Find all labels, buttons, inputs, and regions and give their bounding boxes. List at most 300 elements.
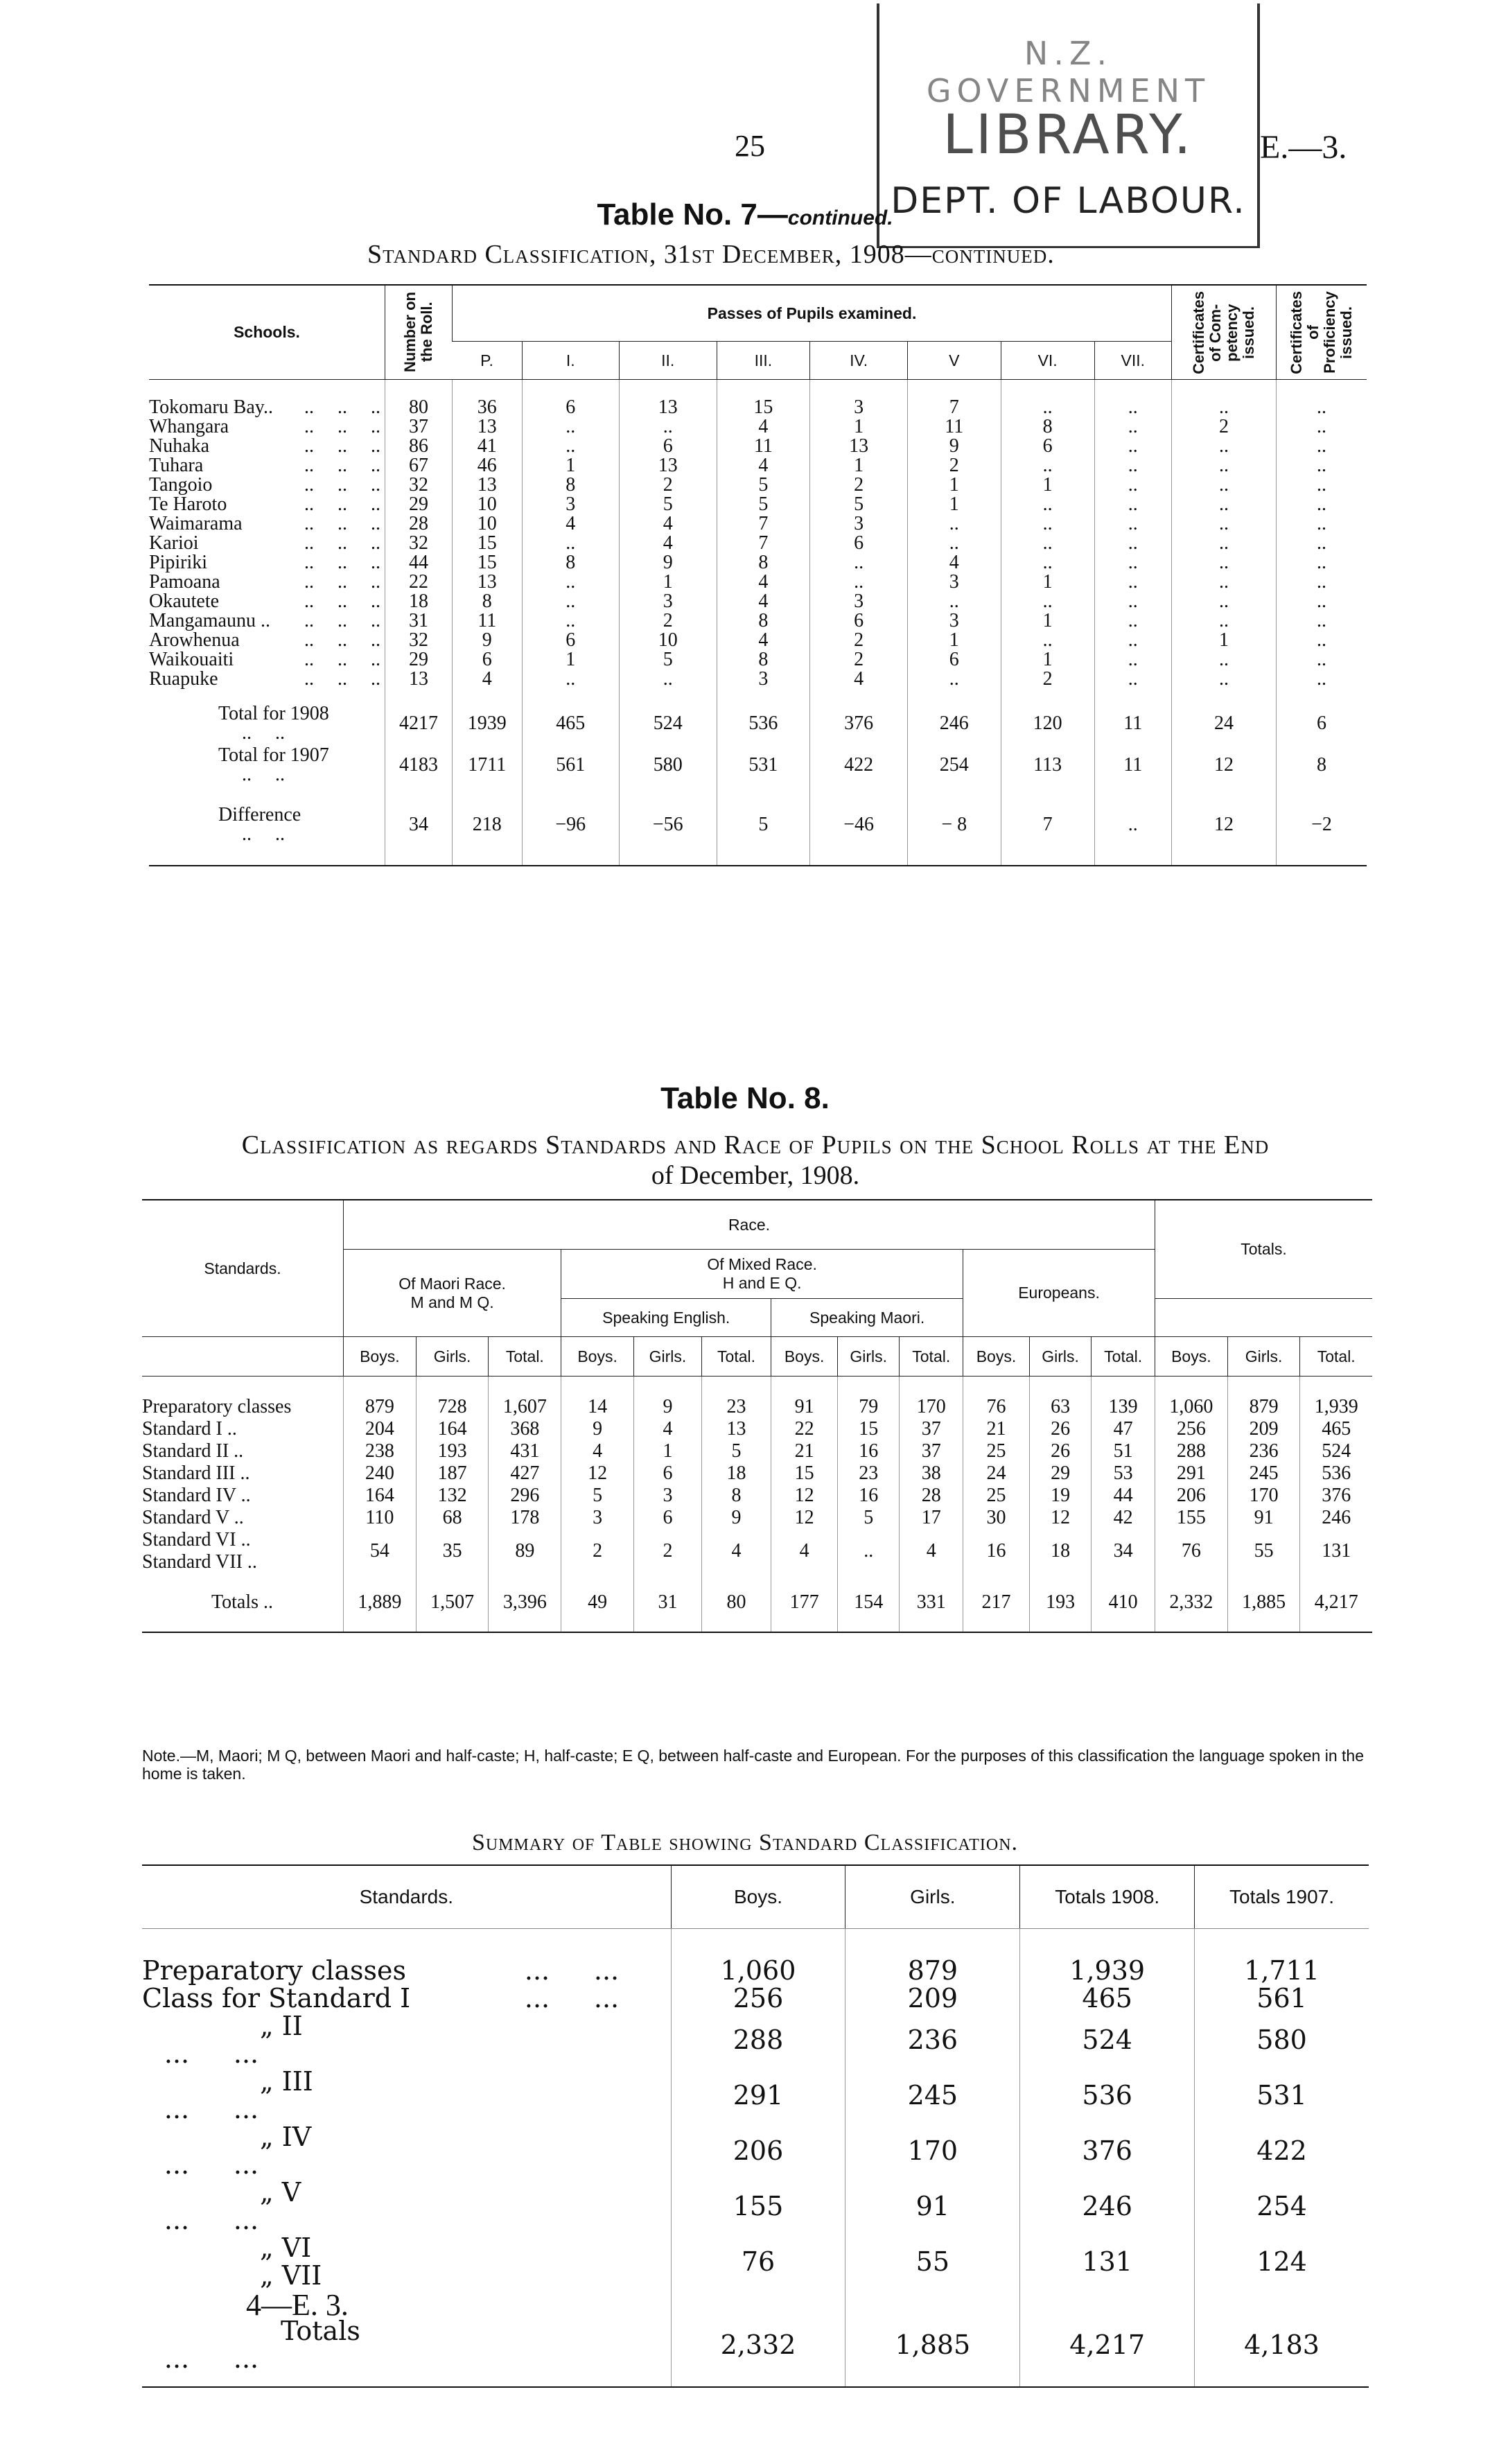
value-cell: .. xyxy=(1277,553,1367,573)
value-cell: 25 xyxy=(963,1485,1030,1507)
value-cell: 217 xyxy=(963,1573,1030,1632)
value-cell: 879 xyxy=(1227,1377,1300,1419)
school-row xyxy=(149,475,1367,495)
value-cell: .. xyxy=(907,592,1001,611)
standard-label: Standard I .. xyxy=(142,1418,237,1440)
value-cell: 80 xyxy=(701,1573,771,1632)
value-cell: 256 xyxy=(671,1984,845,2012)
value-cell: 9 xyxy=(453,631,523,650)
value-cell: .. xyxy=(1001,514,1094,534)
summary-row xyxy=(142,2012,1369,2068)
value-cell: .. xyxy=(810,553,908,573)
col-header-total: Total. xyxy=(900,1337,963,1377)
school-row xyxy=(149,611,1367,631)
leader-dots: .. xyxy=(242,764,252,785)
school-name: Mangamaunu .. xyxy=(149,610,270,631)
table7-title: Table No. 7—continued. xyxy=(597,198,893,231)
summary-label: Class for Standard I xyxy=(142,1983,411,2013)
value-cell: 12 xyxy=(1029,1507,1091,1529)
value-cell: .. xyxy=(1172,553,1277,573)
value-cell: 5 xyxy=(620,650,717,670)
value-cell: 11 xyxy=(907,417,1001,437)
value-cell: 238 xyxy=(344,1440,417,1462)
col-header-total: Total. xyxy=(1092,1337,1155,1377)
value-cell: 22 xyxy=(385,573,453,592)
school-name: Karioi xyxy=(149,532,199,554)
value-cell: .. xyxy=(1094,475,1171,495)
value-cell: 209 xyxy=(1227,1418,1300,1440)
value-cell: 245 xyxy=(845,2068,1020,2123)
value-cell: 67 xyxy=(385,456,453,475)
value-cell: 1,939 xyxy=(1300,1377,1372,1419)
value-cell: 8 xyxy=(453,592,523,611)
leader-dots: .. xyxy=(304,396,314,418)
summary-label-cell xyxy=(142,2123,671,2178)
value-cell: 531 xyxy=(1195,2068,1369,2123)
value-cell: 6 xyxy=(1277,689,1367,743)
standard-row xyxy=(142,1507,1372,1529)
value-cell: 3,396 xyxy=(489,1573,561,1632)
school-name-cell xyxy=(149,650,385,670)
value-cell: 29 xyxy=(385,650,453,670)
value-cell: .. xyxy=(1172,437,1277,456)
race-header: Race. xyxy=(344,1200,1155,1250)
value-cell: 1 xyxy=(634,1440,702,1462)
schools-header: Schools. xyxy=(149,285,385,380)
value-cell: .. xyxy=(1277,611,1367,631)
value-cell: 86 xyxy=(385,437,453,456)
leader-dots: ... xyxy=(593,1983,620,2013)
value-cell: 4 xyxy=(771,1529,838,1573)
value-cell: 1,060 xyxy=(671,1929,845,1985)
leader-dots: ... xyxy=(233,2149,259,2180)
leader-dots: .. xyxy=(338,396,347,418)
value-cell: 53 xyxy=(1092,1462,1155,1485)
school-name-cell xyxy=(149,611,385,631)
value-cell: .. xyxy=(1277,475,1367,495)
value-cell: 254 xyxy=(1195,2178,1369,2234)
summary-label: „ VI xyxy=(260,2233,312,2263)
speaking-maori-header: Speaking Maori. xyxy=(771,1299,963,1337)
standards-cols-spacer xyxy=(142,1337,344,1377)
col-header-boys: Boys. xyxy=(771,1337,838,1377)
value-cell: 9 xyxy=(620,553,717,573)
summary-row xyxy=(142,1984,1369,2012)
value-cell: 2 xyxy=(620,475,717,495)
value-cell: 13 xyxy=(385,670,453,689)
value-cell: 51 xyxy=(1092,1440,1155,1462)
value-cell: 5 xyxy=(717,785,810,866)
value-cell: .. xyxy=(1094,514,1171,534)
value-cell: .. xyxy=(1172,650,1277,670)
school-name-cell xyxy=(149,534,385,553)
col-header-boys: Boys. xyxy=(344,1337,417,1377)
value-cell: 8 xyxy=(717,553,810,573)
value-cell: .. xyxy=(1094,670,1171,689)
col-header-boys: Boys. xyxy=(561,1337,634,1377)
value-cell: 1 xyxy=(907,475,1001,495)
standard-row xyxy=(142,1418,1372,1440)
col-header-girls: Girls. xyxy=(634,1337,702,1377)
value-cell: 113 xyxy=(1001,743,1094,785)
value-cell: 21 xyxy=(771,1440,838,1462)
school-name: Total for 1907 xyxy=(218,744,329,766)
value-cell: 3 xyxy=(620,592,717,611)
leader-dots: .. xyxy=(338,513,347,534)
summary-row xyxy=(142,1929,1369,1985)
standard-row xyxy=(142,1377,1372,1419)
value-cell: 422 xyxy=(810,743,908,785)
school-row xyxy=(149,670,1367,689)
standard-row xyxy=(142,1440,1372,1462)
leader-dots: .. xyxy=(338,455,347,476)
value-cell: .. xyxy=(1094,417,1171,437)
school-name-cell xyxy=(149,456,385,475)
value-cell: 29 xyxy=(385,495,453,514)
value-cell: 10 xyxy=(620,631,717,650)
totals-row xyxy=(142,1573,1372,1632)
value-cell: 11 xyxy=(453,611,523,631)
value-cell: .. xyxy=(1277,592,1367,611)
value-cell: 9 xyxy=(701,1507,771,1529)
value-cell: 376 xyxy=(1020,2123,1195,2178)
leader-dots: .. xyxy=(304,493,314,515)
leader-dots: ... xyxy=(233,2343,259,2374)
value-cell: 728 xyxy=(416,1377,489,1419)
value-cell: 296 xyxy=(489,1485,561,1507)
value-cell: 2 xyxy=(810,475,908,495)
value-cell: 76 xyxy=(963,1377,1030,1419)
value-cell: 427 xyxy=(489,1462,561,1485)
leader-dots: .. xyxy=(338,552,347,573)
value-cell: 37 xyxy=(900,1440,963,1462)
leader-dots: .. xyxy=(275,823,285,845)
value-cell: 1 xyxy=(810,417,908,437)
value-cell: 34 xyxy=(385,785,453,866)
value-cell: 1,939 xyxy=(1020,1929,1195,1985)
value-cell: 91 xyxy=(845,2178,1020,2234)
value-cell: 46 xyxy=(453,456,523,475)
standard-label: Standard VI .. xyxy=(142,1529,251,1550)
value-cell: 256 xyxy=(1155,1418,1227,1440)
value-cell: 1 xyxy=(1001,573,1094,592)
value-cell: .. xyxy=(1001,592,1094,611)
standard-row xyxy=(142,1462,1372,1485)
value-cell: 2 xyxy=(561,1529,634,1573)
value-cell: 3 xyxy=(522,495,620,514)
school-name-cell xyxy=(149,495,385,514)
value-cell: 1 xyxy=(810,456,908,475)
difference-row xyxy=(149,785,1367,866)
school-name: Tuhara xyxy=(149,455,204,476)
value-cell: 16 xyxy=(837,1485,899,1507)
leader-dots: .. xyxy=(371,455,380,476)
leader-dots: .. xyxy=(338,629,347,651)
summary-col-header: Boys. xyxy=(671,1865,845,1929)
school-name-cell xyxy=(149,670,385,689)
value-cell: .. xyxy=(1277,456,1367,475)
value-cell: 1 xyxy=(907,495,1001,514)
value-cell: 16 xyxy=(837,1440,899,1462)
school-row xyxy=(149,456,1367,475)
value-cell: 76 xyxy=(1155,1529,1227,1573)
value-cell: .. xyxy=(810,573,908,592)
value-cell: 245 xyxy=(1227,1462,1300,1485)
value-cell: 879 xyxy=(845,1929,1020,1985)
summary-label-cell xyxy=(142,2012,671,2068)
value-cell: 4 xyxy=(453,670,523,689)
school-name-cell xyxy=(149,743,385,785)
leader-dots: .. xyxy=(371,629,380,651)
value-cell: 4 xyxy=(717,631,810,650)
value-cell: 561 xyxy=(522,743,620,785)
leader-dots: .. xyxy=(304,649,314,670)
value-cell: 4 xyxy=(522,514,620,534)
leader-dots: .. xyxy=(338,571,347,593)
value-cell: 13 xyxy=(620,380,717,418)
value-cell: 524 xyxy=(1300,1440,1372,1462)
leader-dots: .. xyxy=(304,435,314,457)
value-cell: 204 xyxy=(344,1418,417,1440)
leader-dots: .. xyxy=(304,455,314,476)
leader-dots: .. xyxy=(371,668,380,690)
col-header-boys: Boys. xyxy=(1155,1337,1227,1377)
value-cell: 9 xyxy=(634,1377,702,1419)
school-row xyxy=(149,534,1367,553)
summary-label: „ VII xyxy=(260,2260,322,2291)
value-cell: .. xyxy=(1277,631,1367,650)
value-cell: 22 xyxy=(771,1418,838,1440)
leader-dots: ... xyxy=(233,2038,259,2069)
value-cell: .. xyxy=(1172,611,1277,631)
value-cell: 23 xyxy=(837,1462,899,1485)
value-cell: .. xyxy=(1094,495,1171,514)
value-cell: 17 xyxy=(900,1507,963,1529)
value-cell: .. xyxy=(1172,514,1277,534)
value-cell: 7 xyxy=(717,514,810,534)
value-cell: 580 xyxy=(620,743,717,785)
value-cell: .. xyxy=(1277,670,1367,689)
value-cell: 4 xyxy=(810,670,908,689)
value-cell: 1,885 xyxy=(845,2289,1020,2387)
value-cell: 6 xyxy=(634,1507,702,1529)
value-cell: .. xyxy=(1001,553,1094,573)
leader-dots: .. xyxy=(371,435,380,457)
leader-dots: .. xyxy=(338,474,347,496)
value-cell: 3 xyxy=(907,573,1001,592)
value-cell: .. xyxy=(1001,631,1094,650)
value-cell: .. xyxy=(907,534,1001,553)
value-cell: 879 xyxy=(344,1377,417,1419)
value-cell: 32 xyxy=(385,631,453,650)
standard-label: Standard V .. xyxy=(142,1507,244,1528)
value-cell: 25 xyxy=(963,1440,1030,1462)
passes-header: Passes of Pupils examined. xyxy=(453,285,1172,342)
value-cell: 28 xyxy=(900,1485,963,1507)
value-cell: 80 xyxy=(385,380,453,418)
value-cell: 4 xyxy=(717,417,810,437)
value-cell: .. xyxy=(1172,534,1277,553)
stamp-line-2: LIBRARY. xyxy=(943,104,1194,166)
leader-dots: .. xyxy=(275,722,285,744)
value-cell: .. xyxy=(1172,456,1277,475)
value-cell: 331 xyxy=(900,1573,963,1632)
school-row xyxy=(149,592,1367,611)
value-cell: 206 xyxy=(1155,1485,1227,1507)
value-cell: .. xyxy=(1277,495,1367,514)
leader-dots: .. xyxy=(242,823,252,845)
table7 xyxy=(149,284,1367,866)
value-cell: 12 xyxy=(771,1507,838,1529)
value-cell: 288 xyxy=(1155,1440,1227,1462)
value-cell: 31 xyxy=(634,1573,702,1632)
school-name: Whangara xyxy=(149,416,229,437)
value-cell: 206 xyxy=(671,2123,845,2178)
value-cell: 2 xyxy=(1001,670,1094,689)
summary-row-merged xyxy=(142,2234,1369,2289)
value-cell: 1,060 xyxy=(1155,1377,1227,1419)
value-cell: .. xyxy=(1172,475,1277,495)
value-cell: 3 xyxy=(810,380,908,418)
value-cell: 32 xyxy=(385,534,453,553)
col-header-girls: Girls. xyxy=(1227,1337,1300,1377)
value-cell: .. xyxy=(1277,534,1367,553)
value-cell: 26 xyxy=(1029,1418,1091,1440)
value-cell: 10 xyxy=(453,495,523,514)
value-cell: .. xyxy=(1277,380,1367,418)
value-cell: .. xyxy=(1277,417,1367,437)
value-cell: 44 xyxy=(1092,1485,1155,1507)
value-cell: 26 xyxy=(1029,1440,1091,1462)
value-cell: 31 xyxy=(385,611,453,631)
value-cell: 1939 xyxy=(453,689,523,743)
summary-label-cell xyxy=(142,1929,671,1985)
leader-dots: .. xyxy=(338,493,347,515)
value-cell: 246 xyxy=(1300,1507,1372,1529)
value-cell: 55 xyxy=(845,2234,1020,2289)
school-name: Pamoana xyxy=(149,571,220,593)
school-row xyxy=(149,437,1367,456)
school-name-cell xyxy=(149,380,385,418)
value-cell: .. xyxy=(1001,534,1094,553)
value-cell: 2 xyxy=(1172,417,1277,437)
value-cell: .. xyxy=(1277,573,1367,592)
value-cell: 1 xyxy=(1001,650,1094,670)
value-cell: 15 xyxy=(771,1462,838,1485)
value-cell: 9 xyxy=(907,437,1001,456)
col-header-girls: Girls. xyxy=(837,1337,899,1377)
value-cell: 14 xyxy=(561,1377,634,1419)
value-cell: 4 xyxy=(634,1418,702,1440)
mixed-header: Of Mixed Race. H and E Q. xyxy=(561,1250,963,1299)
school-name: Ruapuke xyxy=(149,668,218,690)
value-cell: 288 xyxy=(671,2012,845,2068)
competency-header: Certificates of Com- petency issued. xyxy=(1190,290,1257,374)
standard-label: Preparatory classes xyxy=(142,1396,292,1417)
value-cell: 193 xyxy=(416,1440,489,1462)
leader-dots: ... xyxy=(164,2038,190,2069)
value-cell: 12 xyxy=(1172,785,1277,866)
standard-label: Standard VII .. xyxy=(142,1551,257,1573)
value-cell: 12 xyxy=(561,1462,634,1485)
value-cell: .. xyxy=(620,670,717,689)
standard-label: Standard III .. xyxy=(142,1462,250,1484)
summary-col-header: Totals 1908. xyxy=(1020,1865,1195,1929)
value-cell: 7 xyxy=(907,380,1001,418)
value-cell: 1,889 xyxy=(344,1573,417,1632)
value-cell: 35 xyxy=(416,1529,489,1573)
value-cell: 6 xyxy=(907,650,1001,670)
leader-dots: .. xyxy=(304,591,314,612)
value-cell: 154 xyxy=(837,1573,899,1632)
value-cell: 1,711 xyxy=(1195,1929,1369,1985)
leader-dots: .. xyxy=(371,532,380,554)
standard-label: Standard IV .. xyxy=(142,1485,251,1506)
leader-dots: .. xyxy=(371,610,380,631)
value-cell: 246 xyxy=(907,689,1001,743)
page-footer: 4—E. 3. xyxy=(246,2288,349,2322)
value-cell: 4 xyxy=(620,514,717,534)
value-cell: .. xyxy=(907,670,1001,689)
leader-dots: .. xyxy=(338,610,347,631)
leader-dots: .. xyxy=(371,649,380,670)
value-cell: 32 xyxy=(385,475,453,495)
value-cell: 24 xyxy=(963,1462,1030,1485)
summary-label: Totals xyxy=(281,2316,360,2346)
value-cell: 13 xyxy=(810,437,908,456)
value-cell: 6 xyxy=(620,437,717,456)
school-row xyxy=(149,380,1367,418)
maori-header: Of Maori Race. M and M Q. xyxy=(344,1250,561,1337)
value-cell: 6 xyxy=(810,534,908,553)
value-cell: .. xyxy=(1001,495,1094,514)
value-cell: 2 xyxy=(620,611,717,631)
value-cell: .. xyxy=(1172,380,1277,418)
page-number: 25 xyxy=(735,129,765,163)
value-cell: .. xyxy=(522,437,620,456)
leader-dots: .. xyxy=(304,513,314,534)
value-cell: .. xyxy=(1172,495,1277,514)
value-cell: 1 xyxy=(1001,611,1094,631)
value-cell: 131 xyxy=(1300,1529,1372,1573)
standard-row xyxy=(142,1485,1372,1507)
leader-dots: ... xyxy=(164,2094,190,2124)
value-cell: 240 xyxy=(344,1462,417,1485)
value-cell: −56 xyxy=(620,785,717,866)
value-cell: 5 xyxy=(561,1485,634,1507)
value-cell: 291 xyxy=(1155,1462,1227,1485)
value-cell: 209 xyxy=(845,1984,1020,2012)
value-cell: 5 xyxy=(717,475,810,495)
value-cell: 131 xyxy=(1020,2234,1195,2289)
summary-label: „ III xyxy=(260,2066,313,2097)
leader-dots: .. xyxy=(304,629,314,651)
value-cell: 76 xyxy=(671,2234,845,2289)
value-cell: 410 xyxy=(1092,1573,1155,1632)
value-cell: 16 xyxy=(963,1529,1030,1573)
col-header-total: Total. xyxy=(1300,1337,1372,1377)
standard-row-merged xyxy=(142,1529,1372,1573)
value-cell: 531 xyxy=(717,743,810,785)
value-cell: .. xyxy=(522,611,620,631)
value-cell: 4 xyxy=(900,1529,963,1573)
school-row xyxy=(149,573,1367,592)
school-name: Tangoio xyxy=(149,474,213,496)
school-name-cell xyxy=(149,592,385,611)
school-name: Waikouaiti xyxy=(149,649,234,670)
value-cell: .. xyxy=(522,417,620,437)
value-cell: 23 xyxy=(701,1377,771,1419)
